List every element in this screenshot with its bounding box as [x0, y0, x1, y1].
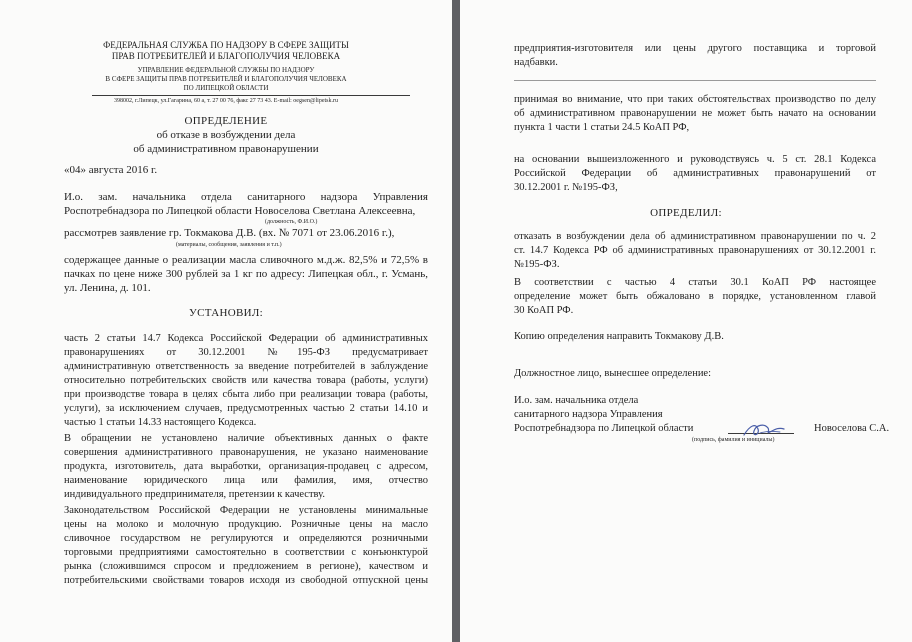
established-heading: УСТАНОВИЛ: — [189, 307, 263, 319]
considering-paragraph — [514, 93, 876, 135]
body-line: индивидуального предпринимателя, претензии к качеству. — [64, 489, 325, 500]
body-line: предприятия-изготовителя или цены другого поставщика и торговой — [514, 43, 876, 54]
body-line: об административном правонарушении не может быть начато на основании — [514, 108, 876, 119]
signer-title-line2: санитарного надзора Управления — [514, 409, 663, 420]
body-line: рынка (сложившимся спросом и предложением в регионе), качеством и — [64, 561, 428, 572]
body-line: торговыми предприятиями самостоятельно в соответствии с конъюнктурой — [64, 547, 428, 558]
document-title: ОПРЕДЕЛЕНИЕ — [184, 115, 268, 127]
body-paragraph-3 — [64, 504, 428, 588]
official-line: Роспотребнадзора по Липецкой области Новоселова Светлана Алексеевна, — [64, 205, 416, 217]
body-line: совершения административного правонарушения, не указано наименование — [64, 447, 428, 458]
official-label: Должностное лицо, вынесшее определение: — [514, 368, 712, 379]
body-line: В соответствии с частью 4 статьи 30.1 КоАП РФ настоящее — [514, 277, 876, 288]
body-line: услуги), за исключением случаев, предусмотренных частью 2 статьи 14.10 и — [64, 403, 428, 414]
document-subtitle-2: об административном правонарушении — [133, 143, 319, 155]
agency-name-line2: ПРАВ ПОТРЕБИТЕЛЕЙ И БЛАГОПОЛУЧИЯ ЧЕЛОВЕКА — [111, 51, 341, 61]
basis-paragraph — [514, 153, 876, 195]
body-line: 30 КоАП РФ. — [514, 305, 574, 316]
body-line: цены на молоко и молочную продукцию. Розничные цены на масло — [64, 519, 428, 530]
body-line: отказать в возбуждении дела об административном правонарушении по ч. 2 — [514, 231, 876, 242]
document-page-left — [0, 0, 452, 642]
decided-heading: ОПРЕДЕЛИЛ: — [650, 207, 722, 219]
content-line: пачках по цене ниже 300 рублей за 1 кг по адресу: Липецкая обл., г. Усмань, — [64, 268, 428, 280]
agency-name-line1: ФЕДЕРАЛЬНАЯ СЛУЖБА ПО НАДЗОРУ В СФЕРЕ ЗАЩИТЫ — [103, 40, 349, 50]
body-line: надбавки. — [514, 57, 558, 68]
department-line3: ПО ЛИПЕЦКОЙ ОБЛАСТИ — [183, 84, 269, 92]
department-line2: В СФЕРЕ ЗАЩИТЫ ПРАВ ПОТРЕБИТЕЛЕЙ И БЛАГОПОЛУЧИЯ ЧЕЛОВЕКА — [105, 75, 347, 83]
official-line: И.о. зам. начальника отдела санитарного надзора Управления — [64, 191, 428, 203]
document-page-right — [460, 0, 912, 642]
body-line: Законодательством Российской Федерации не установлены минимальные — [64, 505, 428, 516]
official-caption: (должность, Ф.И.О.) — [265, 219, 318, 225]
signer-name: Новоселова С.А. — [814, 423, 890, 434]
appeal-paragraph — [514, 276, 876, 318]
body-line: административную ответственность за введение потребителей в заблуждение — [64, 361, 428, 372]
body-line: частью 1 статьи 14.33 настоящего Кодекса. — [64, 417, 257, 428]
signature-caption: (подпись, фамилия и инициалы) — [692, 437, 775, 443]
body-line: наименование юридического лица или фамилия, имя, отчество — [64, 475, 428, 486]
handwritten-signature-icon — [740, 419, 790, 441]
content-line: содержащее данные о реализации масла сливочного м.д.ж. 82,5% и 72,5% в — [64, 254, 428, 266]
materials-caption: (материалы, сообщения, заявления и т.п.) — [176, 242, 282, 248]
body-line: пункта 1 части 1 статьи 24.5 КоАП РФ, — [514, 122, 690, 133]
body-line: при производстве товара в целях сбыта либо при реализации товара (работы, — [64, 389, 428, 400]
body-line: Российской Федерации об административных правонарушений от — [514, 168, 876, 179]
body-line: В обращении не установлено наличие объективных данных о факте — [64, 433, 428, 444]
page-divider — [514, 80, 876, 81]
document-date: «04» августа 2016 г. — [64, 164, 158, 176]
body-line: принимая во внимание, что при таких обстоятельствах производство по делу — [514, 94, 876, 105]
body-line: правонарушениях от 30.12.2001 №195-ФЗ предусматривает — [64, 347, 428, 358]
document-subtitle-1: об отказе в возбуждении дела — [156, 129, 296, 141]
official-line: рассмотрев заявление гр. Токмакова Д.В. (вх. № 7071 от 23.06.2016 г.), — [64, 227, 395, 239]
copy-note: Копию определения направить Токмакову Д.В. — [514, 331, 724, 342]
body-line: 30.12.2001 г. №195-ФЗ, — [514, 182, 618, 193]
content-block — [64, 253, 428, 295]
decision-paragraph — [514, 230, 876, 272]
signer-title-line3: Роспотребнадзора по Липецкой области — [514, 423, 694, 434]
letterhead-rule — [92, 95, 410, 96]
letterhead-address: 398002, г.Липецк, ул.Гагарина, 60 а, т. 27 00 76, факс 27 73 43. E-mail: oegsen@lipetsk.ru — [114, 98, 338, 104]
body-line: №195-ФЗ. — [514, 259, 560, 270]
body-line: на основании вышеизложенного и руководствуясь ч. 5 ст. 28.1 Кодекса — [514, 154, 876, 165]
body-line: ст. 14.7 Кодекса РФ об административных правонарушениях от 30.12.2001 г. — [514, 245, 876, 256]
department-line1: УПРАВЛЕНИЕ ФЕДЕРАЛЬНОЙ СЛУЖБЫ ПО НАДЗОРУ — [137, 66, 315, 74]
body-line: сливочное государством не регулируются и определяются розничными — [64, 533, 428, 544]
body-line: потребительскими свойствами товаров исходя из свободной отпускной цены — [64, 575, 428, 586]
body-line: определение может быть обжаловано в порядке, установленном главой — [514, 291, 876, 302]
body-paragraph-2 — [64, 432, 428, 502]
continuation-paragraph — [514, 42, 876, 70]
body-line: часть 2 статьи 14.7 Кодекса Российской Федерации об административных — [64, 333, 428, 344]
official-block — [64, 190, 428, 218]
body-line: продукта, изготовитель, дата выработки, организация-продавец с адресом, — [64, 461, 428, 472]
content-line: ул. Ленина, д. 101. — [64, 282, 151, 294]
signer-title-line1: И.о. зам. начальника отдела — [514, 395, 639, 406]
body-paragraph-1 — [64, 332, 428, 430]
body-line: относительно потребительских свойств или качества товара (работы, услуги) — [64, 375, 428, 386]
